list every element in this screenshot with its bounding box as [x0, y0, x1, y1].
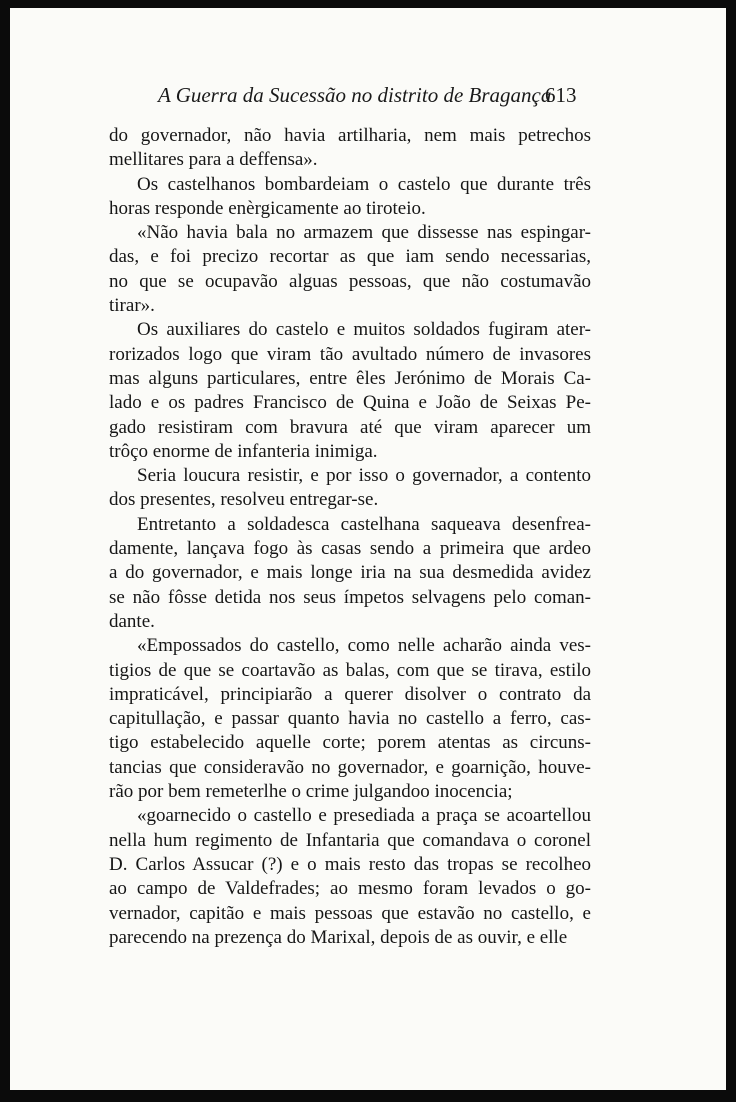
text-line: rão por bem remeterlhe o crime julgandoo inocencia;	[109, 781, 513, 803]
page-header	[10, 83, 726, 113]
text-line: rorizados logo que viram tão avultado número de invasores	[109, 343, 591, 365]
text-line: mellitares para a deffensa».	[109, 149, 318, 171]
text-line: Seria loucura resistir, e por isso o governador, a contento	[137, 465, 591, 487]
text-line: tancias que consideravão no governador, e goarnição, houve-	[109, 756, 591, 778]
text-line: D. Carlos Assucar (?) e o mais resto das tropas se recolheo	[109, 853, 591, 875]
text-line: gado resistiram com bravura até que viram aparecer um	[109, 416, 591, 438]
text-line: Os castelhanos bombardeiam o castelo que durante três	[137, 173, 591, 195]
text-line: «goarnecido o castello e presediada a praça se acoartellou	[137, 805, 591, 827]
text-line: parecendo na prezença do Marixal, depois de as ouvir, e elle	[109, 926, 568, 948]
text-line: impraticável, principiarão a querer disolver o contrato da	[109, 683, 591, 705]
text-line: ao campo de Valdefrades; ao mesmo foram levados o go-	[109, 878, 591, 900]
running-title: A Guerra da Sucessão no distrito de Bragança	[158, 83, 552, 107]
paragraph	[109, 513, 591, 634]
text-line: no que se ocupavão alguas pessoas, que não costumavão	[109, 270, 591, 292]
text-line: tigios de que se coartavão as balas, com que se tirava, estilo	[109, 659, 591, 681]
text-line: damente, lançava fogo às casas sendo a primeira que ardeo	[109, 538, 591, 560]
text-line: vernador, capitão e mais pessoas que estavão no castello, e	[109, 902, 591, 924]
text-line: «Empossados do castello, como nelle acharão ainda ves-	[137, 635, 591, 657]
text-line: a do governador, e mais longe iria na sua desmedida avidez	[109, 562, 591, 584]
text-line: se não fôsse detida nos seus ímpetos selvagens pelo coman-	[109, 586, 591, 608]
text-line: trôço enorme de infanteria inimiga.	[109, 440, 378, 462]
text-line: capitullação, e passar quanto havia no castello a ferro, cas-	[109, 708, 591, 730]
text-line: tigo estabelecido aquelle corte; porem atentas as circuns-	[109, 732, 591, 754]
text-line: horas responde enèrgicamente ao tiroteio.	[109, 197, 426, 219]
paragraph	[109, 124, 591, 173]
paragraph	[109, 173, 591, 222]
text-line: nella hum regimento de Infantaria que comandava o coronel	[109, 829, 591, 851]
text-line: Entretanto a soldadesca castelhana saqueava desenfrea-	[137, 513, 591, 535]
text-line: dos presentes, resolveu entregar-se.	[109, 489, 379, 511]
paragraph	[109, 318, 591, 464]
text-line: mas alguns particulares, entre êles Jerónimo de Morais Ca-	[109, 367, 591, 389]
text-line: lado e os padres Francisco de Quina e João de Seixas Pe-	[109, 392, 591, 414]
body-text	[109, 124, 591, 950]
text-line: do governador, não havia artilharia, nem mais petrechos	[109, 125, 591, 146]
text-line: «Não havia bala no armazem que dissesse nas espingar-	[137, 222, 591, 244]
book-page	[10, 8, 726, 1090]
page-number: 613	[545, 83, 577, 107]
paragraph	[109, 634, 591, 804]
paragraph	[109, 221, 591, 318]
paragraph	[109, 804, 591, 950]
text-line: das, e foi precizo recortar as que iam sendo necessarias,	[109, 246, 591, 268]
text-line: tirar».	[109, 295, 155, 317]
text-line: Os auxiliares do castelo e muitos soldados fugiram ater-	[137, 319, 591, 341]
paragraph	[109, 464, 591, 513]
text-line: dante.	[109, 610, 155, 632]
